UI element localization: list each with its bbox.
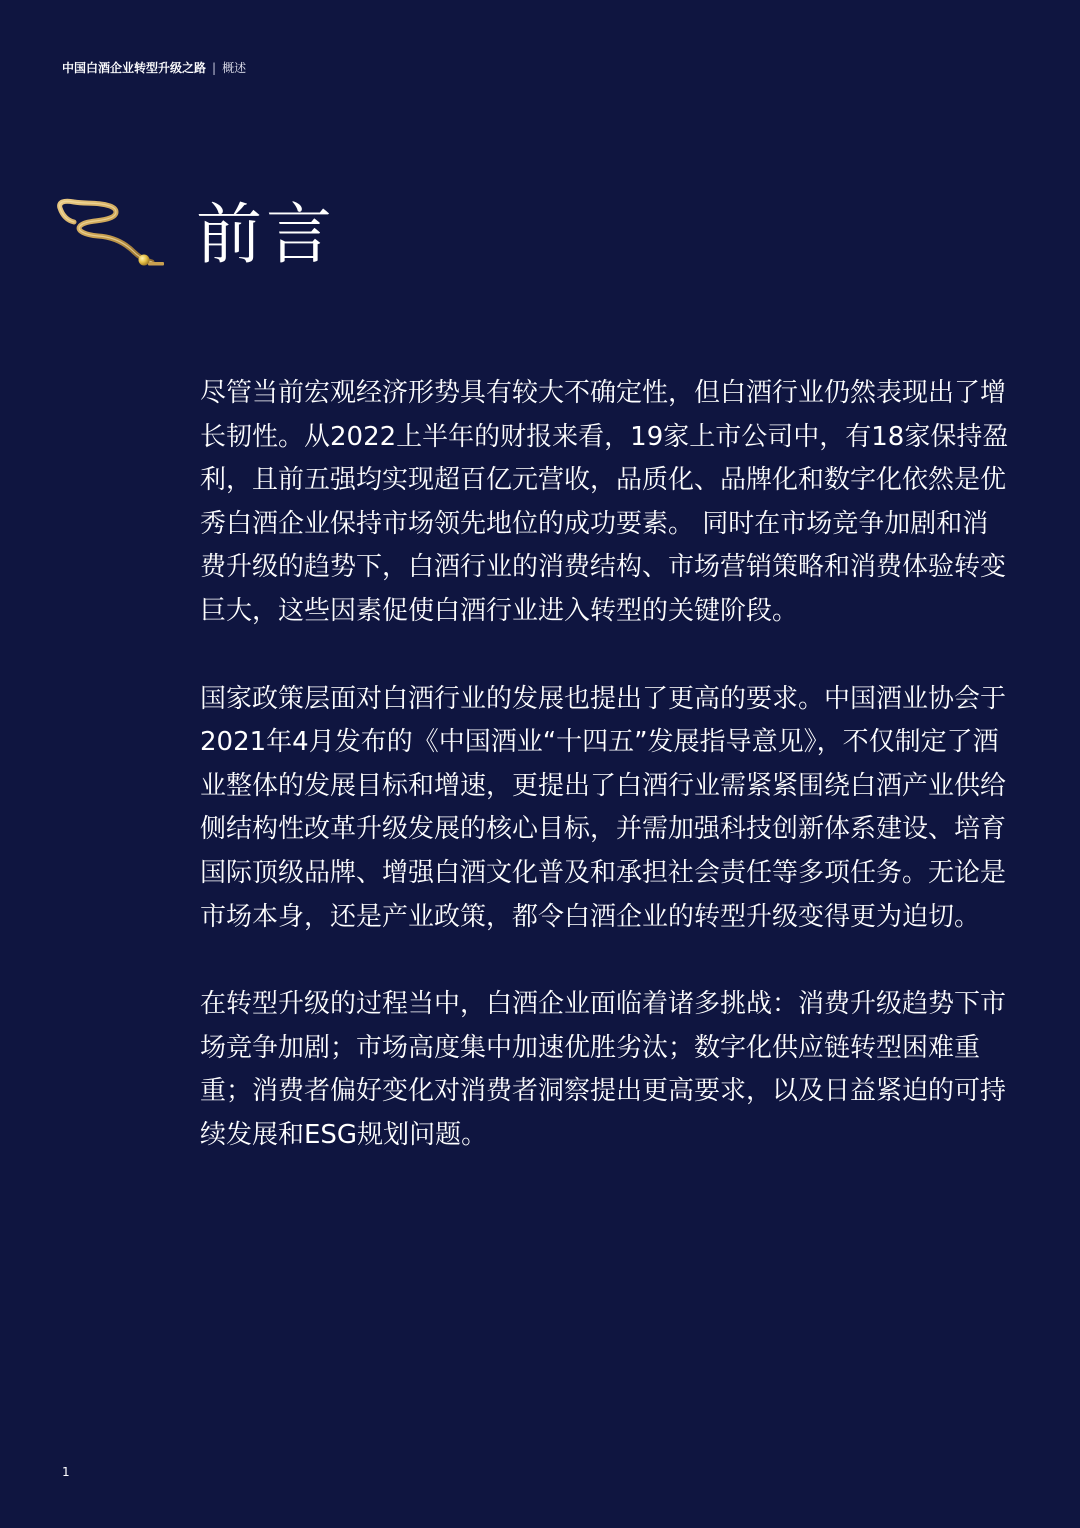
paragraph-challenges: 在转型升级的过程当中，白酒企业面临着诸多挑战：消费升级趋势下市场竞争加剧；市场高度集中加速优胜劣汰；数字化供应链转型困难重重；消费者偏好变化对消费者洞察提出更高要求，以及日益紧迫的可持续发展和ESG规划问题。 [200,989,1007,1150]
page-number: 1 [62,1465,70,1479]
running-header [62,59,246,77]
header-section-name: 概述 [222,61,247,75]
page-title: 前言 [196,196,336,273]
gold-winding-road-icon [52,196,168,272]
header-separator: | [212,61,217,75]
header-document-title: 中国白酒企业转型升级之路 [62,61,207,75]
paragraph-intro: 尽管当前宏观经济形势具有较大不确定性，但白酒行业仍然表现出了增长韧性。从2022上半年的财报来看，19家上市公司中，有18家保持盈利，且前五强均实现超百亿元营收，品质化、品牌化和数字化依然是优秀白酒企业保持市场领先地位的成功要素。 同时在市场竞争加剧和消费升级的趋势下，白酒行业的消费结构、市场营销策略和消费体验转变巨大，这些因素促使白酒行业进入转型的关键阶段。 [200,378,1009,626]
body-text [200,372,1012,1202]
paragraph-policy: 国家政策层面对白酒行业的发展也提出了更高的要求。中国酒业协会于2021年4月发布的《中国酒业“十四五”发展指导意见》，不仅制定了酒业整体的发展目标和增速，更提出了白酒行业需紧紧围绕白酒产业供给侧结构性改革升级发展的核心目标，并需加强科技创新体系建设、培育国际顶级品牌、增强白酒文化普及和承担社会责任等多项任务。无论是市场本身，还是产业政策，都令白酒企业的转型升级变得更为迫切。 [200,683,1007,932]
